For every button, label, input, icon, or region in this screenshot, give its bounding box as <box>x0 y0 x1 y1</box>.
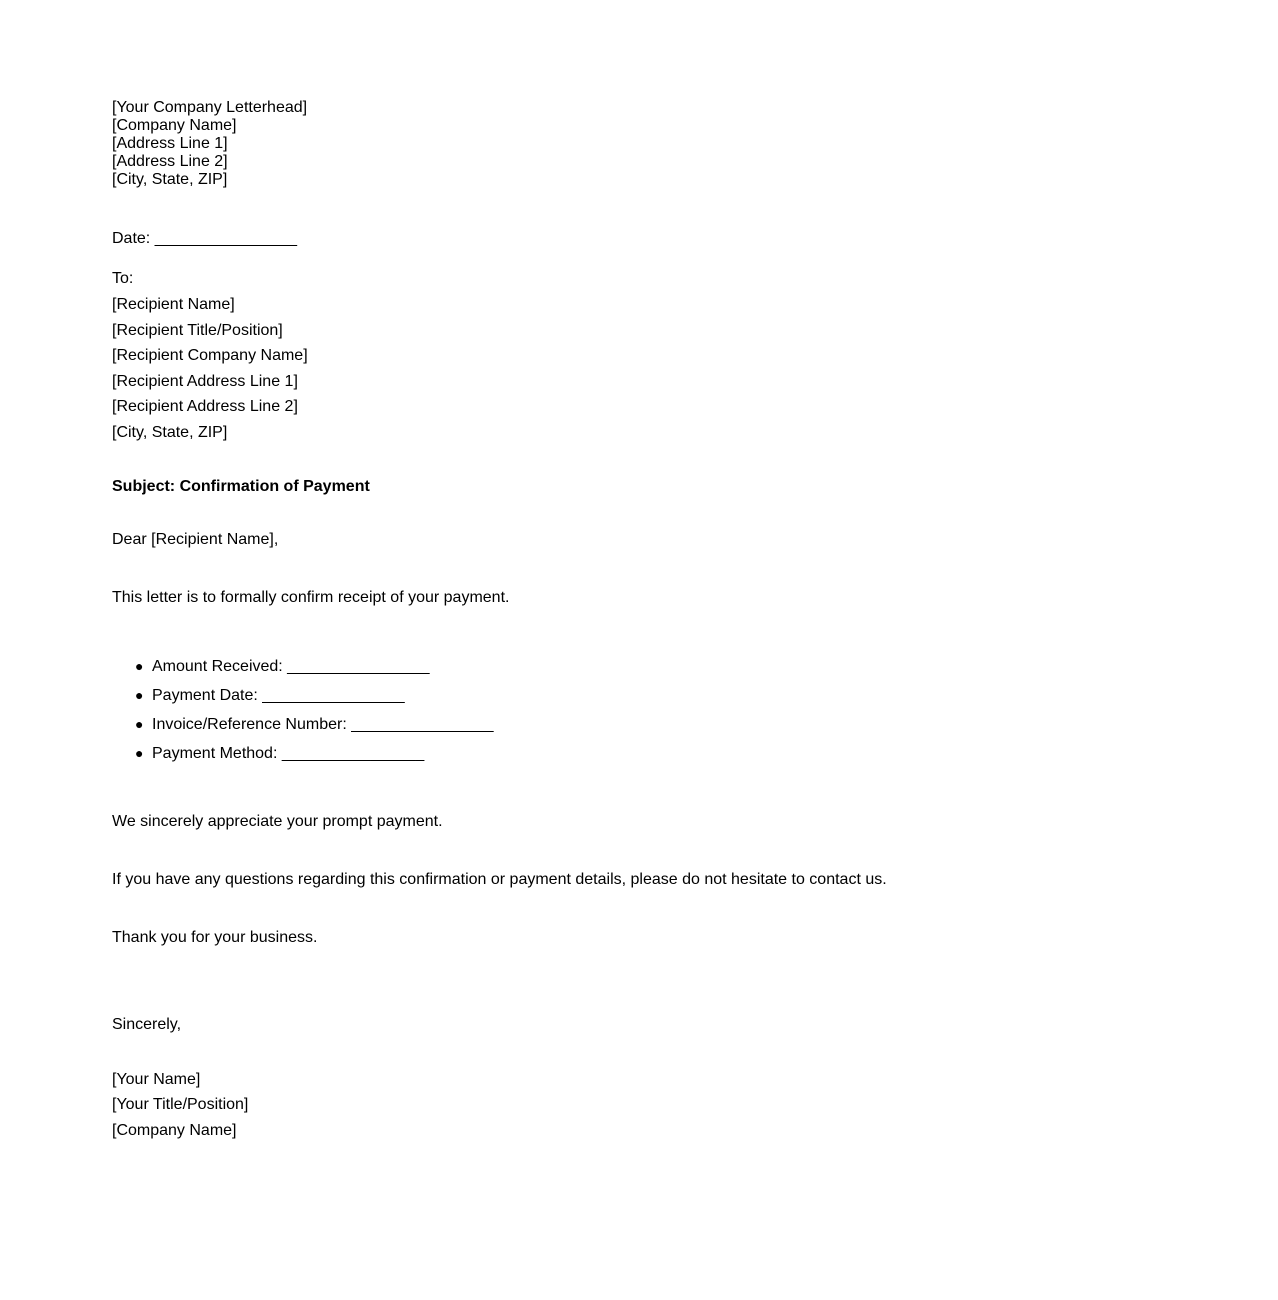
subject-line: Subject: Confirmation of Payment <box>112 477 370 495</box>
bullet-icon: ● <box>135 715 144 732</box>
signature-block <box>112 1067 1112 1144</box>
bullet-icon: ● <box>135 744 144 761</box>
list-item <box>135 652 1112 681</box>
reference-number-item: Invoice/Reference Number: ________________ <box>152 715 494 733</box>
letterhead-city-state-zip: [City, State, ZIP] <box>112 171 228 188</box>
questions-paragraph: If you have any questions regarding this confirmation or payment details, please do not hesitate to contact us. <box>112 870 887 888</box>
recipient-company: [Recipient Company Name] <box>112 347 308 365</box>
signer-company: [Company Name] <box>112 1121 237 1139</box>
letterhead-title: [Your Company Letterhead] <box>112 99 308 116</box>
thanks-paragraph: Thank you for your business. <box>112 928 318 946</box>
list-item <box>135 681 1112 710</box>
signer-name: [Your Name] <box>112 1070 201 1088</box>
closing: Sincerely, <box>112 1015 182 1033</box>
recipient-address-line-2: [Recipient Address Line 2] <box>112 398 298 416</box>
recipient-block <box>112 270 1112 446</box>
salutation: Dear [Recipient Name], <box>112 530 279 548</box>
letterhead-company-name: [Company Name] <box>112 117 237 134</box>
recipient-title: [Recipient Title/Position] <box>112 321 283 339</box>
date-line <box>112 230 1112 248</box>
letterhead <box>112 99 1112 189</box>
bullet-icon: ● <box>135 657 144 674</box>
letter-document <box>112 99 1112 1143</box>
recipient-address-line-1: [Recipient Address Line 1] <box>112 372 298 390</box>
date-label: Date: <box>112 230 151 247</box>
amount-received-item: Amount Received: ________________ <box>152 657 430 675</box>
letterhead-address-line-1: [Address Line 1] <box>112 135 228 152</box>
recipient-label: To: <box>112 270 134 287</box>
list-item <box>135 739 1112 768</box>
recipient-city-state-zip: [City, State, ZIP] <box>112 423 228 441</box>
payment-details-list <box>112 652 1112 768</box>
intro-paragraph: This letter is to formally confirm receipt of your payment. <box>112 588 510 606</box>
payment-method-item: Payment Method: ________________ <box>152 744 425 762</box>
appreciation-paragraph: We sincerely appreciate your prompt payment. <box>112 812 443 830</box>
signer-title: [Your Title/Position] <box>112 1096 249 1114</box>
recipient-name: [Recipient Name] <box>112 296 235 313</box>
letterhead-address-line-2: [Address Line 2] <box>112 153 228 170</box>
payment-date-item: Payment Date: ________________ <box>152 686 405 704</box>
date-blank: ________________ <box>154 230 298 247</box>
list-item <box>135 710 1112 739</box>
bullet-icon: ● <box>135 686 144 703</box>
